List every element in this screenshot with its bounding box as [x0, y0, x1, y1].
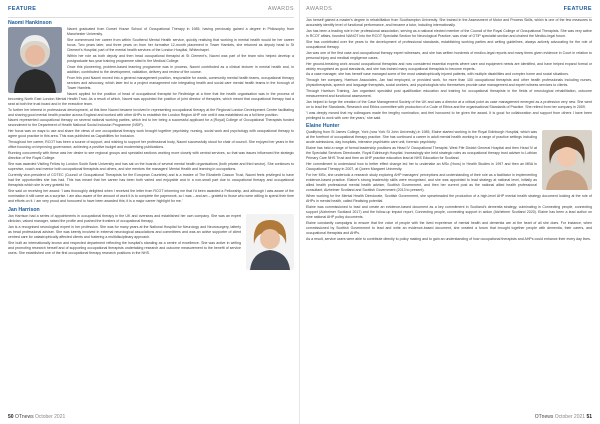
paragraph: Elaine was commissioned to lead and create an evidence-based document as a key commitment in Scotland's dementia strategy, culminating in Connecting people, connecting support (Alzheimer Scotland 2017) and the follow-up impact report, Connecting people, connecting support in action (Alzheimer Scotland 2020). Elaine has been a lead author on nine national AHP policy documents.	[306, 204, 592, 219]
awardee-name: Elaine Hunter	[306, 123, 340, 130]
paragraph: Running concurrently with these was her desire to see regional groups and specialist sections working more closely with central services, so that was issues influenced the strategic direction of the Royal College.	[8, 151, 294, 161]
awardee-name: Jan Harrison	[8, 206, 40, 213]
paragraph: She commenced her career from within Southend Mental Health service, quickly realising that working in mental health would be her career focus. Two years later, and three years on from her formative 12-month placement in Tower Hamlets, she returned as deputy head to St Clement's Hospital, part of the mental health services of the London Hospital, Whitechapel.	[67, 37, 294, 53]
paragraph: Naomi applied for the position of head of occupational therapist for Redbridge at a time that the health organisation was in the process of becoming North East London Mental Health Trust. As a result of which, Naomi was appointed the position of joint director of therapies, which meant that occupational therapy had a seat at both the trust board and in the executive team.	[8, 91, 294, 106]
paragraph: To further her interest in professional development, at this time Naomi became involved in representing occupational therapy at the Regional London Development Centre facilitating and sharing good mental health practice across England and worked with other AHPs to establish the London Region AHP role until it was established as a full time position.	[8, 107, 294, 117]
header-section: FEATURE	[8, 5, 37, 12]
paragraph: Her ground-breaking work around occupational therapists and now considered essential experts where care and equipment needs are identified, and have helped expand formal or widely recognised as good standards, and she has trained many occupational therapists to become experts.	[306, 61, 592, 71]
paragraph: She said on receiving her award: 'I was thoroughly delighted when I received the letter from RCOT informing me that I'd been awarded a Fellowship, and although I was aware of the nomination it still came as a surprise. I am also aware of the amount of work it is to complete the paperwork, so I was – and am – grateful to those who were willing to spend their time and efforts on it. I am very proud and honoured to have been awarded this; it is a major career highlight for me.'	[8, 188, 294, 203]
person-photo-icon	[8, 27, 62, 93]
paragraph: Throughout her career, RCOT has been a source of support, and wishing to support her professional body, Naomi successfully stood for chair of council. She enjoyed her years in the office focusing on improving governance, achieving a positive budget and modernising publications.	[8, 140, 294, 150]
person-photo-icon	[542, 130, 592, 190]
paragraph: Through her company, Harrison Associates, Jan had employed, or provided work, for more than 100 occupational therapists and other health professionals including nurses, physiotherapists, speech and language therapists, social workers, and psychologists who themselves provide case management and expert witness services to clients.	[306, 78, 592, 88]
paragraph: As a result, service users were able to contribute directly to policy making and to gain an understanding of how occupational therapists and AHPs could enhance their every day lives.	[306, 236, 591, 241]
paragraph: Jan helped to forge the creation of the Case Management Society of the UK and was a director at a critical point as case management emerged as a profession very new. She went on to lead the Standards, Research and Ethics committee with production of a Code of Ethics and the organisational Standards of Practice. She retired from her company in 2009.	[306, 100, 592, 110]
awardee-name: Naomi Hankinson	[8, 20, 52, 26]
paragraph: Currently vice-president of COTEC (Council of Occupational Therapists for the European Countries) and is a trustee of The Elizabeth Casson Trust, Naomi feels privileged to have had the opportunities she has had. This has meant that her career has been both varied and enjoyable and in a non-small part due to occupational therapy and occupational therapists which she is very grateful for.	[8, 172, 294, 187]
paragraph: Jan herself gained a master's degree in rehabilitation from Southampton University. She trained in the Assessment of Motor and Process Skills, which is one of the few measures to accurately identify level of functional performance, and became a tutor, including internationally.	[306, 18, 592, 28]
paragraph: Jan Harrison had a series of appointments in occupational therapy in the UK and overseas and established her own company. She was an expert clinician, valued manager, raised the profile and pushed the frontiers of occupational therapy.	[8, 213, 241, 223]
page-footer	[535, 414, 592, 420]
header-category: AWARDS	[306, 5, 333, 12]
paragraph: From this post Naomi moved into a general management position, responsible for wards, community mental health teams, occupational therapy services and advocacy, which later led to a project management role integrating health and social care mental health teams in the borough of Tower Hamlets.	[67, 75, 294, 90]
paragraph: Elaine constantly campaigns to ensure that the voice of people with the lived experience of mental health and dementia are at the heart of all she does. For instance, when commissioned by Scottish Government to lead and write an evidence-based document, she created a forum that brought together people with dementia, their carers, and occupational therapists and AHPs.	[306, 220, 592, 235]
paragraph: She built an internationally known and respected department reflecting the hospital's standing as a centre of excellence. She was active in writing and promoting research herself and of supporting occupational therapists undertaking research and outcome measurement to the benefit of service users. She established one of the first occupational therapy research positions in the NHS.	[8, 240, 241, 255]
paragraph: Through Harrison Training, Jan organised specialist post qualification education and training for occupational therapists in the fields of neurological rehabilitation, outcome measurement and functional assessment.	[306, 89, 592, 99]
paragraph: Within her role as both deputy and then head occupational therapist at St Clement's, Naomi was part of the team who helped develop a postgraduate two-year training programme sited in the Medical College.	[67, 53, 294, 63]
paragraph: Jan has been a leading role in her professional association, serving as a national elected member of the Council of the Royal College of Occupational Therapists. She was very active in RCOT affairs, founded NANOT into the RCOT Specialist Section for Neurological Practice, was chair of OTIP specialist section and chaired the Medico-legal forum.	[306, 28, 592, 38]
person-photo-icon	[246, 214, 294, 270]
header-section: FEATURE	[563, 5, 592, 12]
paragraph: For her MSc, she undertook a research study exploring AHP managers' perceptions and understanding of their role as a facilitator in implementing evidence-based practice. Elaine's strong leadership skills were recognised, and she was appointed to lead strategy at national level, initially as allied health professional mental health adviser, Scottish Government, and then her current post as the national allied health professional consultant, Alzheimer Scotland and Scottish Government (2013 to present).	[306, 172, 537, 193]
publication-name: OTnews	[534, 414, 554, 420]
paragraph: She has contributed over the years to the development of professional standards, establishing working parties and writing guidelines, always actively advocating for the role of occupational therapy.	[306, 39, 592, 49]
paragraph: Qualifying from St James College, York (now York St John University) in 1985, Elaine started working in the Royal Edinburgh Hospital, which was at the forefront of occupational therapy practice. She has continued a career in adult mental health working in a range of practice settings including acute admissions, day hospitals, intensive psychiatric care unit, forensic psychiatry.	[306, 130, 537, 145]
paragraph: She was awarded Visiting Fellow by London South Bank University and has sat on the boards of several mental health organisations (both private and third sector). She continues to supervise, coach and mentor both occupational therapists and others, and she mentors the managers' Mental Health and learning in occupations.	[8, 161, 294, 172]
article-body	[306, 18, 592, 242]
article-body	[8, 21, 294, 256]
paragraph: 'I was deeply moved that my colleagues made the lengthy nomination, and feel honoured to be given the award. It is good for collaboration and support from others I have been privileged to work with over the years,' she said.	[306, 110, 592, 121]
right-page	[300, 0, 600, 424]
issue-date: October 2021	[34, 414, 66, 420]
page-footer	[8, 414, 65, 420]
paragraph: Naomi graduated from Dorset House School of Occupational Therapy in 1985, having previously gained a degree in Philosophy from Manchester University.	[67, 27, 294, 37]
page-header	[8, 0, 294, 18]
paragraph: Naomi represented occupational therapy on several national working parties, which led to her being a successful applicant for a [Royal] College of Occupational Therapists funded secondment to the Department of Health National Social Inclusion Programme (NSIP).	[8, 118, 294, 128]
paragraph: Jan is a recognised neurological expert in her profession. She was for many years at the National Hospital for Neurology and Neurosurgery, latterly as head professional adviser. She was keenly involved in external neurological associations and committees and was an active supporter of client centred care for catastrophically affected clients and fostering a multidisciplinary approach.	[8, 224, 241, 239]
paragraph: As a case manager, she has herself case managed some of the most catastrophically injured patients, with multiple disabilities and complex home and social situations.	[306, 72, 570, 77]
page-number: 51	[586, 414, 592, 420]
header-category: AWARDS	[267, 5, 294, 12]
paragraph: Elaine has held a range of formal leadership positions as Head IV Occupational Therapist, West Fife District General Hospital and then Head IV at the Specialist Services Directorate, Royal Edinburgh Hospital. Increasingly she held strategic roles as occupational therapy trust adviser to Lothian Primary Care NHS Trust and then an AHP practice education lead at NHS Education for Scotland.	[306, 146, 537, 161]
paragraph: Her commitment to understand how to better effect change led her to undertake an MSc (Hons) in Health Studies in 1997 and then an MBA in Occupational Therapy in 2007, at Queen Margaret University.	[306, 161, 537, 172]
page-header	[306, 0, 592, 18]
paragraph: Once this pioneering, problem-based learning programme was in process, Naomi contributed as a clinical lecturer in mental health and, in addition, contributed to the development, validation, delivery and review of the course.	[67, 64, 294, 74]
page-number: 50	[8, 414, 14, 420]
publication-name: OTnews	[14, 414, 34, 420]
paragraph: Jan was one of the first case and occupational therapy expert witnesses, and she has written hundreds of medico-legal reports and many times given evidence in Court in relation to personal injury and medical negligence cases.	[306, 50, 592, 60]
paragraph: When working for the Mental Health Directorate, Scottish Government, she spearheaded the production of a high-level AHP mental health strategy document looking at the role of AHPs in mental health, called Realising potential.	[306, 193, 592, 203]
paragraph: Her focus was on ways to use and share the views of one occupational therapy work brought together psychiatry, nursing, social work and psychology with occupational therapy to agree good practice in this area. This was published as Capabilities for Inclusion.	[8, 129, 294, 139]
issue-date: October 2021	[554, 414, 586, 420]
